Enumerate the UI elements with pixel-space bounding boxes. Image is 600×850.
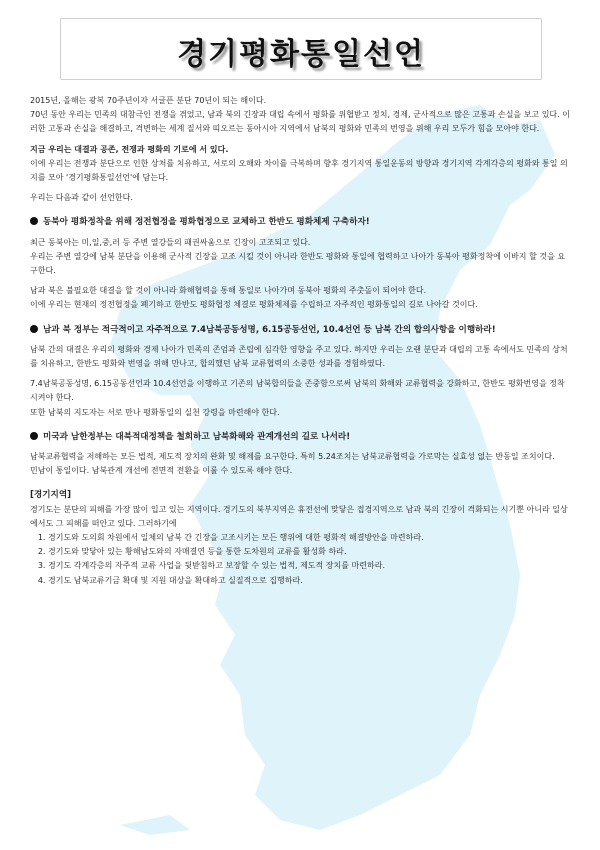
section-3-paragraph: 민남이 통일이다. 남북관계 개선에 전면적 전환을 이룰 수 있도록 해야 한다. <box>30 466 293 476</box>
purpose-paragraph: 이에 우리는 전쟁과 분단으로 인한 상처를 치유하고, 서로의 오해와 차이를 극복하며 향후 경기지역 통일운동의 방향과 경기지역 각계각층의 평화와 통일 의지를 모아 '경기평화통일선언'에 담는다. <box>30 158 568 183</box>
bullet-dot-icon <box>30 217 38 225</box>
section-2-heading-text: 남과 북 정부는 적극적이고 자주적으로 7.4남북공동성명, 6.15공동선언, 10.4선언 등 남북 간의 합의사항을 이행하라! <box>43 324 496 335</box>
declare-statement: 우리는 다음과 같이 선언한다. <box>30 193 133 203</box>
list-item: 3. 경기도 각계각층의 자주적 교류 사업을 뒷받침하고 보장할 수 있는 법적, 제도적 장치를 마련하라. <box>48 559 570 573</box>
section-2-paragraph: 7.4남북공동성명, 6.15공동선언과 10.4선언을 이행하고 기존의 남북합의들을 존중함으로써 남북의 화해와 교류협력을 강화하고, 한반도 평화번영을 정착시켜야 한다. <box>30 379 565 403</box>
section-1-paragraph: 우리는 주변 열강에 남북 분단을 이용해 군사적 긴장을 고조 시킬 것이 아니라 한반도 평화와 통일에 협력하고 나아가 동북아 평화정착에 이바지 할 것을 요구한다. <box>30 251 566 276</box>
list-item: 4. 경기도 남북교류기금 확대 및 지원 대상을 확대하고 실질적으로 집행하라. <box>48 574 570 588</box>
list-item: 2. 경기도와 맞닿아 있는 황해남도와의 자매결연 등을 통한 도차원의 교류를 활성화 하라. <box>48 545 570 559</box>
island-shape <box>120 815 190 835</box>
section-1-paragraph: 최근 동북아는 미,일,중,러 등 주변 열강들의 패권싸움으로 긴장이 고조되고 있다. <box>30 237 311 247</box>
section-3-heading-text: 미국과 남한정부는 대북적대정책을 철회하고 남북화해와 관계개선의 길로 나서라! <box>43 431 351 442</box>
section-3-paragraph: 남북교류협력을 저해하는 모든 법적, 제도적 장치의 완화 및 해제를 요구한다. 특히 5.24조치는 남북교류협력을 가로막는 실효성 없는 반동일 조치이다. <box>30 452 555 462</box>
section-2-paragraph: 남북 간의 대결은 우리의 평화와 경제 나아가 민족의 존엄과 존립에 심각한 영향을 주고 있다. 하지만 우리는 오랜 분단과 대립의 고통 속에서도 민족의 상처를 치유하고, 한반도 평화와 번영을 위해 만나고, 합의했던 남북 교류협력의 소중한 성과를 경험하였다. <box>30 344 568 369</box>
bullet-dot-icon <box>30 432 38 440</box>
section-2-heading <box>30 323 570 337</box>
section-1-paragraph: 남과 북은 불필요한 대결을 할 것이 아니라 화해협력을 통해 통일로 나아가며 동북아 평화의 주춧돌이 되어야 한다. <box>30 286 427 296</box>
section-1-heading-text: 동북아 평화정착을 위해 정전협정을 평화협정으로 교체하고 한반도 평화체제 구축하자! <box>43 217 370 228</box>
section-3-heading <box>30 430 570 444</box>
title-box <box>60 18 542 80</box>
regional-heading: [경기지역] <box>30 490 72 501</box>
section-2-paragraph: 또한 남북의 지도자는 서로 만나 평화통일의 실천 강령을 마련해야 한다. <box>30 407 280 417</box>
document-title: 경기평화통일선언 <box>177 37 425 72</box>
crossroads-statement: 지금 우리는 대결과 공존, 전쟁과 평화의 기로에 서 있다. <box>30 144 229 154</box>
section-1-paragraph: 이에 우리는 현재의 정전협정을 폐기하고 한반도 평화협정 체결로 평화체제를 수립하고 자주적인 평화통일의 길로 나아갈 것이다. <box>30 300 478 310</box>
regional-paragraph: 경기도는 분단의 피해를 가장 많이 입고 있는 지역이다. 경기도의 북부지역은 휴전선에 맞닿은 접경지역으로 남과 북의 긴장이 격화되는 시기뿐 아니라 일상에서도 그 피해를 떠안고 있다. 그러하기에 <box>30 504 568 528</box>
list-item: 1. 경기도와 도의회 차원에서 일체의 남북 간 긴장을 고조시키는 모든 행위에 대한 평화적 해결방안을 마련하라. <box>48 531 570 545</box>
section-1-heading <box>30 215 570 229</box>
bullet-dot-icon <box>30 325 38 333</box>
intro-paragraph-2: 70년 동안 우리는 민족의 대참극인 전쟁을 겪었고, 남과 북의 긴장과 대립 속에서 평화를 위협받고 정치, 경제, 군사적으로 많은 고통과 손실을 보고 있다. 이러한 고통과 손실을 해결하고, 격변하는 세계 질서와 띠오르는 동아시아 지역에서 남북의 평화와 민족의 번영을 위해 우리 모두가 힘을 모아야 한다. <box>30 110 570 134</box>
declaration-body <box>30 94 570 588</box>
regional-action-list <box>30 531 570 588</box>
intro-paragraph-1: 2015년, 올해는 광복 70주년이자 서글픈 분단 70년이 되는 해이다. <box>30 96 267 105</box>
